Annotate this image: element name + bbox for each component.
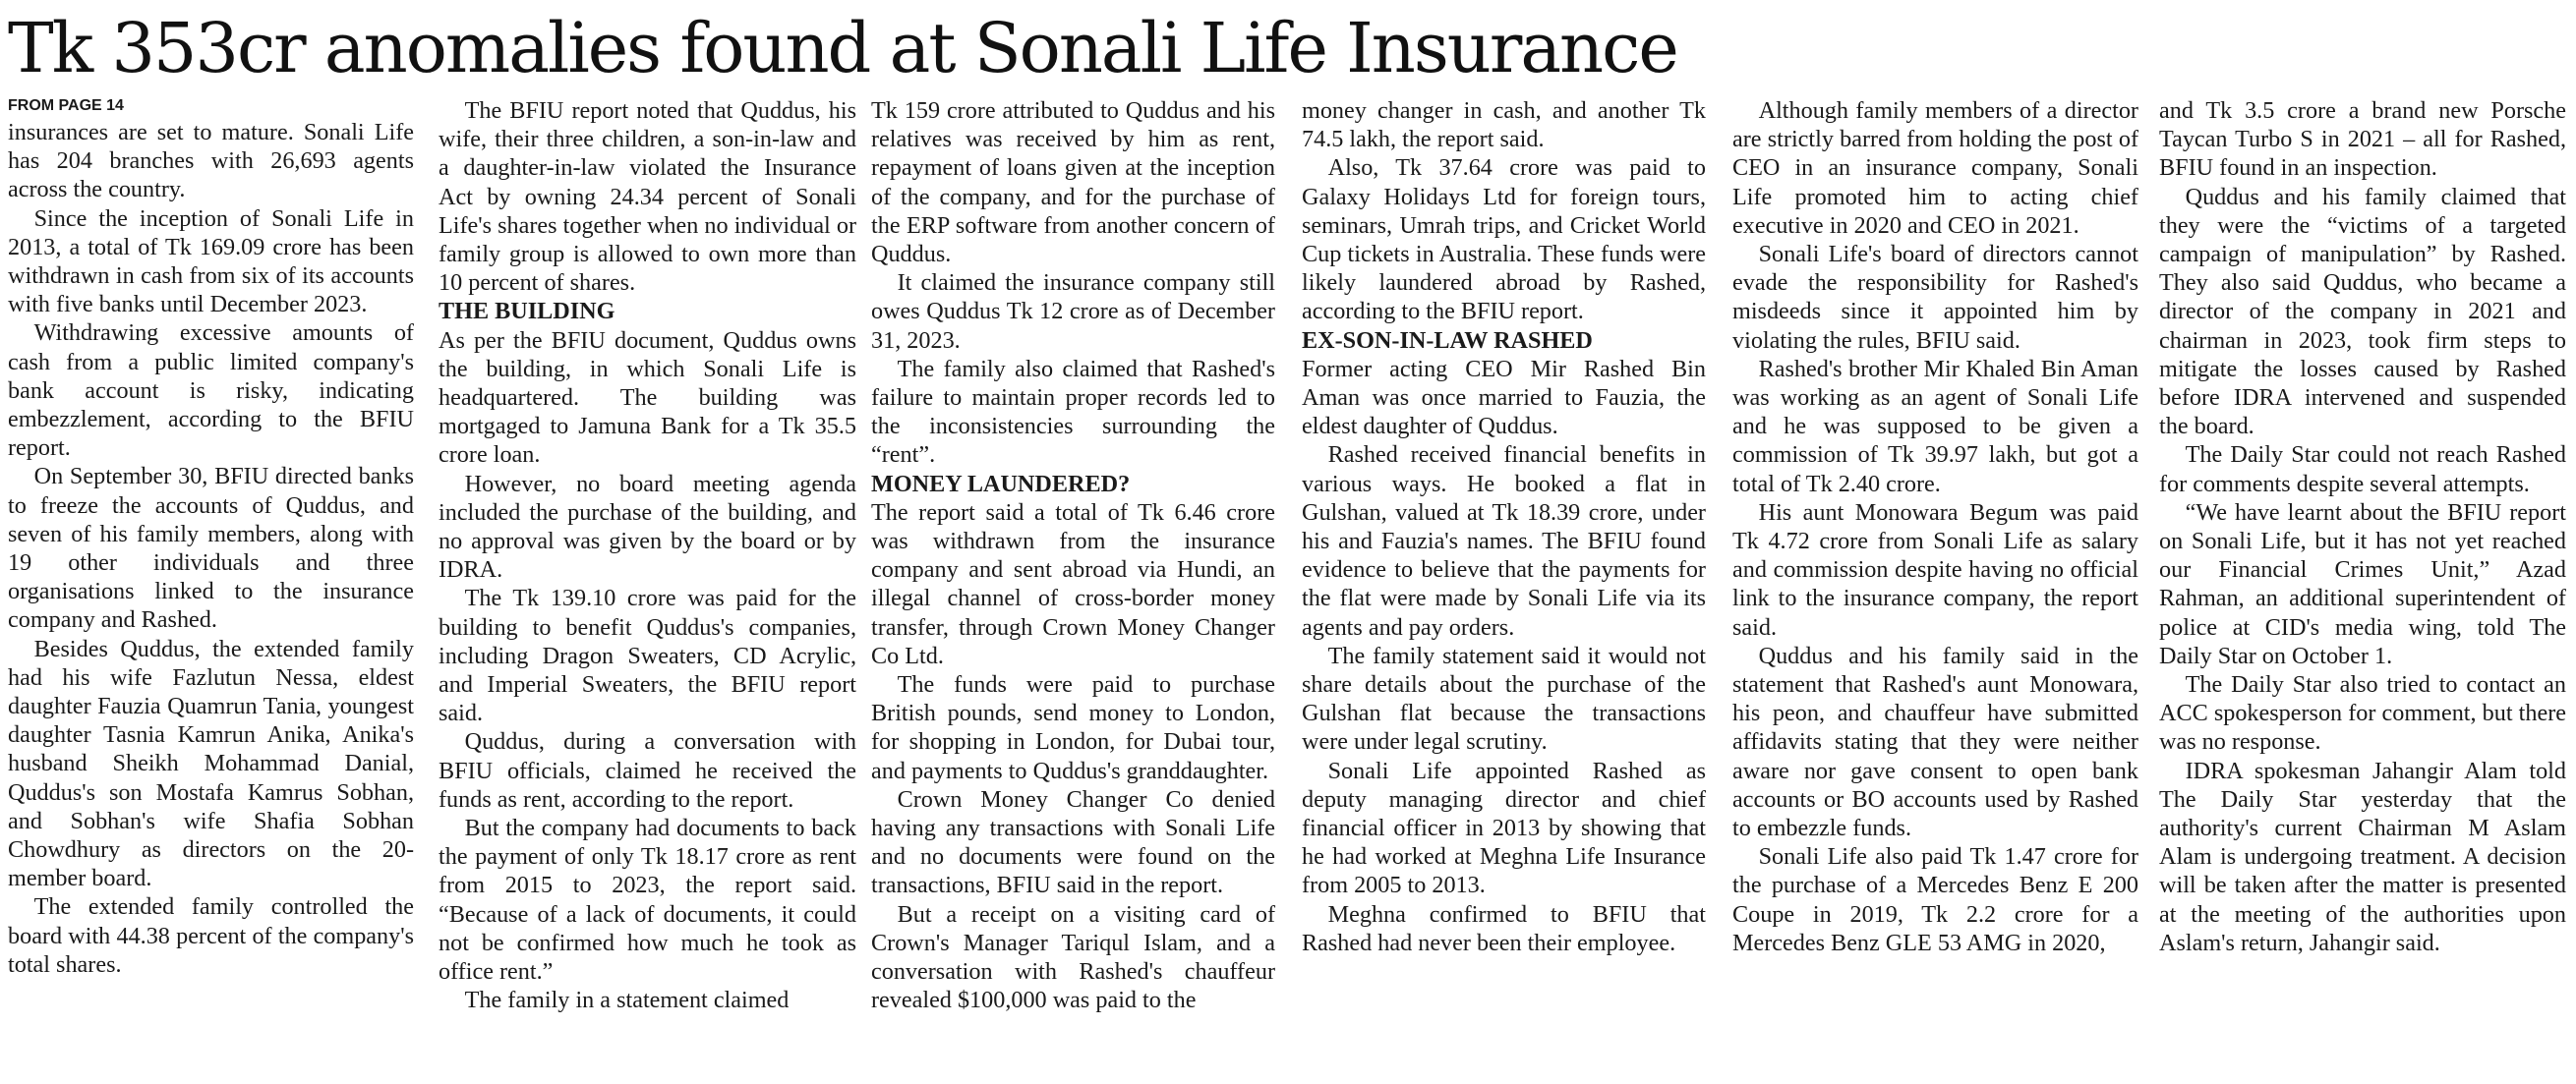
paragraph: The Daily Star also tried to contact an ACC spokesperson for comment, but there was no response. (2159, 671, 2566, 756)
column-4 (1302, 96, 1706, 957)
paragraph: The family in a statement claimed (464, 987, 790, 1014)
paragraph: Also, Tk 37.64 crore was paid to Galaxy Holidays Ltd for foreign tours, seminars, Umrah trips, and Cricket World Cup tickets in Australia. These funds were likely laundered abroad by Rashed, according to the BFIU report. (1302, 154, 1706, 325)
paragraph: Former acting CEO Mir Rashed Bin Aman was once married to Fauzia, the eldest daughter of Quddus. (1302, 355, 1706, 440)
paragraph: Besides Quddus, the extended family had his wife Fazlutun Nessa, eldest daughter Fauzia Quamrun Tania, youngest daughter Tasnia Kamrun Anika, Anika's husband Sheikh Mohammad Danial, Quddus's son Mostafa Kamrus Sobhan, and Sobhan's wife Shafia Sobhan Chowdhury as directors on the 20-member board. (8, 635, 414, 892)
paragraph: However, no board meeting agenda included the purchase of the building, and no approval was given by the board or by IDRA. (439, 470, 856, 584)
paragraph: The funds were paid to purchase British pounds, send money to London, for shopping in London, for Dubai tour, and payments to Quddus's granddaughter. (871, 671, 1275, 784)
column-3 (871, 96, 1275, 1015)
paragraph: On September 30, BFIU directed banks to freeze the accounts of Quddus, and seven of his family members, along with 19 other individuals and three organisations linked to the insurance company and Rashed. (8, 463, 414, 634)
paragraph: and Tk 3.5 crore a brand new Porsche Taycan Turbo S in 2021 – all for Rashed, BFIU found in an inspection. (2159, 97, 2566, 182)
paragraph: money changer in cash, and another Tk 74.5 lakh, the report said. (1302, 97, 1706, 153)
paragraph: The Tk 139.10 crore was paid for the building to benefit Quddus's companies, including Dragon Sweaters, CD Acrylic, and Imperial Sweaters, the BFIU report said. (439, 585, 856, 727)
paragraph: Tk 159 crore attributed to Quddus and his relatives was received by him as rent, repayment of loans given at the inception of the company, and for the purchase of the ERP software from another concern of Quddus. (871, 97, 1275, 268)
column-5 (1732, 96, 2138, 957)
paragraph: Since the inception of Sonali Life in 2013, a total of Tk 169.09 crore has been withdrawn in cash from six of its accounts with five banks until December 2023. (8, 204, 414, 318)
paragraph: But a receipt on a visiting card of Crown's Manager Tariqul Islam, and a conversation with Rashed's chauffeur revealed $100,000 was paid to the (871, 900, 1275, 1014)
paragraph: Quddus and his family claimed that they were the “victims of a targeted campaign of manipulation” by Rashed. They also said Quddus, who became a director of the company in 2021 and chairman in 2023, took firm steps to mitigate the losses caused by Rashed before IDRA intervened and suspended the board. (2159, 183, 2566, 440)
paragraph: The BFIU report noted that Quddus, his wife, their three children, a son-in-law and a daughter-in-law violated the Insurance Act by owning 24.34 percent of Sonali Life's shares together when no individual or family group is allowed to own more than 10 percent of shares. (439, 97, 856, 297)
paragraph: Rashed's brother Mir Khaled Bin Aman was working as an agent of Sonali Life and he was supposed to be given a commission of Tk 39.97 lakh, but got a total of Tk 2.40 crore. (1732, 355, 2138, 497)
paragraph: But the company had documents to back the payment of only Tk 18.17 crore as rent from 2015 to 2023, the report said. “Because of a lack of documents, it could not be confirmed how much he took as office rent.” (439, 815, 856, 986)
paragraph: Withdrawing excessive amounts of cash from a public limited company's bank account is risky, indicating embezzlement, according to the BFIU report. (8, 319, 414, 462)
paragraph: Quddus and his family said in the statement that Rashed's aunt Monowara, his peon, and chauffeur have submitted affidavits stating that they were neither aware nor gave consent to open bank accounts or BO accounts used by Rashed to embezzle funds. (1732, 642, 2138, 842)
paragraph: Crown Money Changer Co denied having any transactions with Sonali Life and no documents were found on the transactions, BFIU said in the report. (871, 785, 1275, 899)
paragraph: Rashed received financial benefits in various ways. He booked a flat in Gulshan, valued at Tk 18.39 crore, under his and Fauzia's names. The BFIU found evidence to believe that the payments for the flat were made by Sonali Life via its agents and pay orders. (1302, 441, 1706, 641)
paragraph: It claimed the insurance company still owes Quddus Tk 12 crore as of December 31, 2023. (871, 269, 1275, 354)
subheading-the-building: THE BUILDING (439, 298, 615, 325)
paragraph: The extended family controlled the board with 44.38 percent of the company's total shares. (8, 893, 414, 978)
paragraph: Although family members of a director are strictly barred from holding the post of CEO in an insurance company, Sonali Life promoted him to acting chief executive in 2020 and CEO in 2021. (1732, 97, 2138, 239)
paragraph: Sonali Life appointed Rashed as deputy managing director and chief financial officer in 2013 by showing that he had worked at Meghna Life Insurance from 2005 to 2013. (1302, 757, 1706, 899)
subheading-money-laundered: MONEY LAUNDERED? (871, 470, 1131, 497)
column-6 (2159, 96, 2566, 957)
paragraph: As per the BFIU document, Quddus owns the building, in which Sonali Life is headquartered. The building was mortgaged to Jamuna Bank for a Tk 35.5 crore loan. (439, 326, 856, 469)
paragraph: “We have learnt about the BFIU report on Sonali Life, but it has not yet reached our Financial Crimes Unit,” Azad Rahman, an additional superintendent of police at CID's media wing, told The Daily Star on October 1. (2159, 498, 2566, 669)
column-1 (8, 96, 414, 979)
column-2 (439, 96, 856, 1015)
paragraph: Sonali Life's board of directors cannot evade the responsibility for Rashed's misdeeds since it appointed him by violating the rules, BFIU said. (1732, 241, 2138, 354)
paragraph: IDRA spokesman Jahangir Alam told The Daily Star yesterday that the authority's current Chairman M Aslam Alam is undergoing treatment. A decision will be taken after the matter is presented at the meeting of the authorities upon Aslam's return, Jahangir said. (2159, 757, 2566, 956)
headline: Tk 353cr anomalies found at Sonali Life Insurance (8, 8, 1677, 88)
paragraph: His aunt Monowara Begum was paid Tk 4.72 crore from Sonali Life as salary and commission despite having no official link to the insurance company, the report said. (1732, 498, 2138, 641)
paragraph: The family statement said it would not share details about the purchase of the Gulshan flat because the transactions were under legal scrutiny. (1302, 642, 1706, 756)
from-page-label: FROM PAGE 14 (8, 97, 124, 114)
paragraph: The Daily Star could not reach Rashed for comments despite several attempts. (2159, 441, 2566, 497)
paragraph: Sonali Life also paid Tk 1.47 crore for the purchase of a Mercedes Benz E 200 Coupe in 2019, Tk 2.2 crore for a Mercedes Benz GLE 53 AMG in 2020, (1732, 843, 2138, 956)
paragraph: The report said a total of Tk 6.46 crore was withdrawn from the insurance company and sent abroad via Hundi, an illegal channel of cross-border money transfer, through Crown Money Changer Co Ltd. (871, 498, 1275, 669)
paragraph: Meghna confirmed to BFIU that Rashed had never been their employee. (1302, 900, 1706, 956)
paragraph: The family also claimed that Rashed's failure to maintain proper records led to the inconsistencies surrounding the “rent”. (871, 355, 1275, 469)
paragraph: Quddus, during a conversation with BFIU officials, claimed he received the funds as rent, according to the report. (439, 728, 856, 813)
paragraph: insurances are set to mature. Sonali Life has 204 branches with 26,693 agents across the country. (8, 119, 414, 203)
subheading-ex-son-in-law: EX-SON-IN-LAW RASHED (1302, 326, 1593, 354)
